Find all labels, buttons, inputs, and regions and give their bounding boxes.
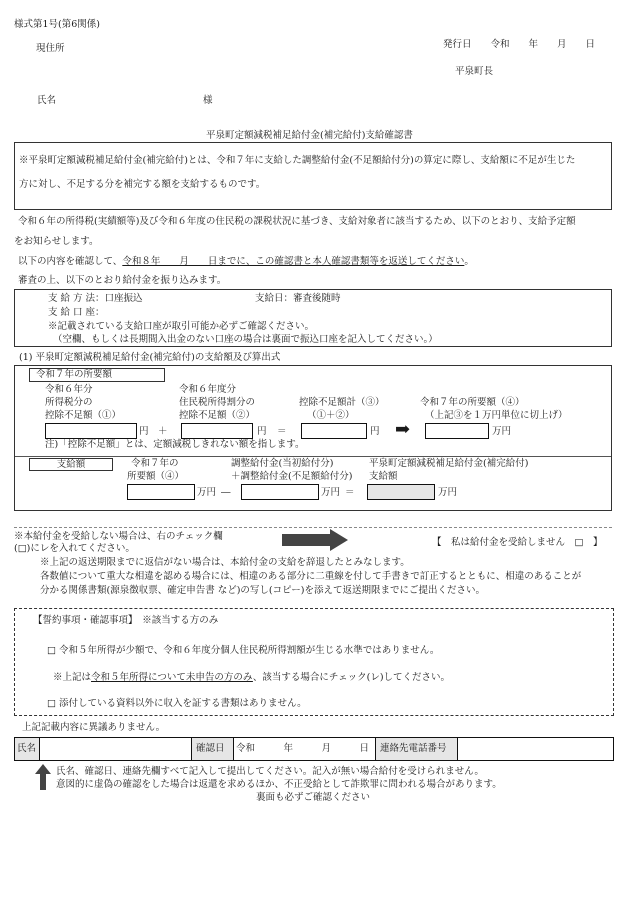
address-label: 現住所 bbox=[36, 43, 65, 54]
notice-line-1: ※平泉町定額減税補足給付金(補完給付)とは、令和７年に支給した調整給付金(不足額給付分)の算定に際し、支給額に不足が生じた bbox=[19, 155, 576, 166]
c1-line-1: 令和６年分 bbox=[45, 384, 93, 395]
supplementary-benefit-amount-field[interactable] bbox=[367, 484, 435, 500]
return-prefix: 以下の内容を確認して、 bbox=[18, 256, 123, 267]
yen-unit-2: 円 bbox=[257, 426, 267, 437]
yen-unit-3: 円 bbox=[370, 426, 380, 437]
form-number: 様式第1号(第6関係) bbox=[14, 19, 101, 30]
footer-line-1: 氏名、確認日、連絡先欄すべて記入して提出してください。記入が無い場合給付を受けられません。 bbox=[56, 766, 484, 777]
pledge-item-1[interactable]: □ 令和５年所得が少額で、令和６年度分個人住民税所得割額が生じる水準ではありません。 bbox=[47, 645, 440, 656]
notice-box bbox=[14, 142, 612, 210]
note-line-1: ※上記の返送期限までに返信がない場合は、本給付金の支給を辞退したとみなします。 bbox=[40, 557, 410, 568]
payment-date: 支給日：審査後随時 bbox=[255, 293, 341, 304]
pay-label-box bbox=[29, 458, 113, 471]
right-arrow-shape-icon bbox=[282, 529, 348, 551]
date-cell-label bbox=[192, 738, 234, 760]
calc-heading: (1) 平泉町定額減税補足給付金(補完給付)の支給額及び算出式 bbox=[19, 352, 281, 363]
phone-cell-label bbox=[376, 738, 458, 760]
pay-required-amount-field[interactable] bbox=[127, 484, 195, 500]
payment-method: 支 給 方 法：口座振込 bbox=[48, 293, 143, 304]
manyen-unit-3: 万円 bbox=[321, 487, 341, 498]
deduction-shortfall-total-field[interactable] bbox=[301, 423, 367, 439]
p1-line-1: 令和７年の bbox=[131, 458, 179, 469]
confirm-name-field[interactable] bbox=[40, 738, 192, 760]
payment-box bbox=[14, 289, 612, 347]
required-label: 令和７年の所要額 bbox=[36, 369, 113, 380]
honorific: 様 bbox=[203, 95, 213, 106]
c4-line-2: （上記③を１万円単位に切上げ） bbox=[425, 410, 568, 421]
manyen-unit-2: 万円 bbox=[197, 487, 217, 498]
manyen-unit-4: 万円 bbox=[438, 487, 458, 498]
note-line-2: 各数値について重大な相違を認める場合には、相違のある部分に二重線を付して手書きで訂正するとともに、相違のあることが bbox=[40, 571, 582, 582]
c3-line-2: （①＋②） bbox=[307, 410, 355, 421]
intro-line-1: 令和６年の所得税(実績額等)及び令和６年度の住民税の課税状況に基づき、支給対象者に該当するため、以下のとおり、支給予定額 bbox=[18, 216, 576, 227]
minus-sign: ― bbox=[221, 487, 231, 498]
intro-return-instruction bbox=[18, 256, 474, 267]
pledge-box bbox=[14, 608, 614, 716]
decline-divider bbox=[14, 527, 612, 528]
required-label-box bbox=[29, 368, 165, 382]
confirm-name-label: 氏名 bbox=[17, 743, 37, 754]
confirm-date-value: 令和 年 月 日 bbox=[236, 743, 370, 754]
payment-note-2: （空欄、もしくは長期間入出金のない口座の場合は裏面で振込口座を記入してください。） bbox=[53, 334, 438, 345]
c2-line-3: 控除不足額（②） bbox=[179, 410, 256, 421]
c1-line-3: 控除不足額（①） bbox=[45, 410, 122, 421]
note-line-3: 分かる関係書類(源泉徴収票、確定申告書 など)の写し(コピー)を添えて返送期限までにご提出ください。 bbox=[40, 585, 485, 596]
c2-line-2: 住民税所得割分の bbox=[179, 397, 256, 408]
confirm-phone-label: 連絡先電話番号 bbox=[380, 743, 447, 754]
equals-sign-1: ＝ bbox=[277, 426, 287, 437]
p2-line-1: 調整給付金(当初給付分) bbox=[231, 458, 334, 469]
up-arrow-icon bbox=[35, 764, 51, 790]
return-deadline: 令和８年 月 日までに、この確認書と本人確認書類等を返送してください bbox=[122, 256, 465, 267]
calc-divider bbox=[15, 456, 611, 457]
pledge-title: 【誓約事項・確認事項】 ※該当する方のみ bbox=[33, 615, 219, 626]
yen-unit-1: 円 bbox=[139, 426, 149, 437]
return-suffix: 。 bbox=[464, 256, 474, 267]
pledge-note-suffix: 、該当する場合にチェック(レ)してください。 bbox=[252, 672, 451, 683]
plus-sign: ＋ bbox=[158, 426, 168, 437]
notice-line-2: 方に対し、不足する分を補完する額を支給するものです。 bbox=[19, 179, 266, 190]
name-cell-label bbox=[15, 738, 40, 760]
confirmation-row bbox=[14, 737, 614, 761]
document-title: 平泉町定額減税補足給付金(補完給付)支給確認書 bbox=[206, 130, 413, 141]
decline-line-2: (□)にレを入れてください。 bbox=[14, 543, 135, 554]
required-amount-field[interactable] bbox=[425, 423, 489, 439]
pledge-note-prefix: ※上記は bbox=[53, 672, 92, 683]
issuer: 平泉町長 bbox=[455, 66, 494, 77]
calc-note: 注)「控除不足額」とは、定額減税しきれない額を指します。 bbox=[45, 439, 305, 450]
pledge-note-condition: 令和５年所得について未申告の方のみ bbox=[91, 672, 253, 683]
c2-line-1: 令和６年度分 bbox=[179, 384, 237, 395]
issue-date: 発行日 令和 年 月 日 bbox=[443, 39, 596, 50]
footer-line-2: 意図的に虚偽の確認をした場合は返還を求めるほか、不正受給として詐欺罪に問われる場合があります。 bbox=[56, 779, 502, 790]
payment-account: 支 給 口 座： bbox=[48, 307, 105, 318]
c1-line-2: 所得税分の bbox=[45, 397, 93, 408]
c3-line-1: 控除不足額計（③） bbox=[299, 397, 385, 408]
deduction-shortfall-income-tax-field[interactable] bbox=[45, 423, 137, 439]
intro-review: 審査の上、以下のとおり給付金を振り込みます。 bbox=[18, 275, 227, 286]
p3-line-2: 支給額 bbox=[369, 471, 398, 482]
confirm-phone-field[interactable] bbox=[458, 738, 612, 760]
decline-checkbox[interactable]: 【 私は給付金を受給しません □ 】 bbox=[432, 537, 603, 548]
p3-line-1: 平泉町定額減税補足給付金(補完給付) bbox=[369, 458, 529, 469]
manyen-unit-1: 万円 bbox=[492, 426, 512, 437]
confirm-date-label: 確認日 bbox=[196, 743, 225, 754]
decline-line-1: ※本給付金を受給しない場合は、右のチェック欄 bbox=[14, 531, 223, 542]
name-label: 氏名 bbox=[37, 95, 57, 106]
p1-line-2: 所要額（④） bbox=[127, 471, 185, 482]
equals-sign-2: ＝ bbox=[345, 487, 355, 498]
pay-label: 支給額 bbox=[56, 459, 86, 470]
calc-box bbox=[14, 365, 612, 511]
pledge-item-2-note bbox=[53, 672, 450, 683]
payment-note-1: ※記載されている支給口座が取引可能か必ずご確認ください。 bbox=[48, 321, 315, 332]
c4-line-1: 令和７年の所要額（④） bbox=[420, 397, 525, 408]
confirm-date-field[interactable] bbox=[234, 738, 376, 760]
right-arrow-icon: ➡ bbox=[395, 419, 411, 440]
p2-line-2: ＋調整給付金(不足額給付分) bbox=[231, 471, 353, 482]
no-objection: 上記記載内容に異議ありません。 bbox=[22, 722, 166, 733]
adjustment-benefit-field[interactable] bbox=[241, 484, 319, 500]
footer-line-3: 裏面も必ずご確認ください bbox=[256, 792, 371, 803]
intro-line-2: をお知らせします。 bbox=[14, 236, 99, 247]
pledge-item-3[interactable]: □ 添付している資料以外に収入を証する書類はありません。 bbox=[47, 698, 307, 709]
deduction-shortfall-resident-tax-field[interactable] bbox=[181, 423, 253, 439]
